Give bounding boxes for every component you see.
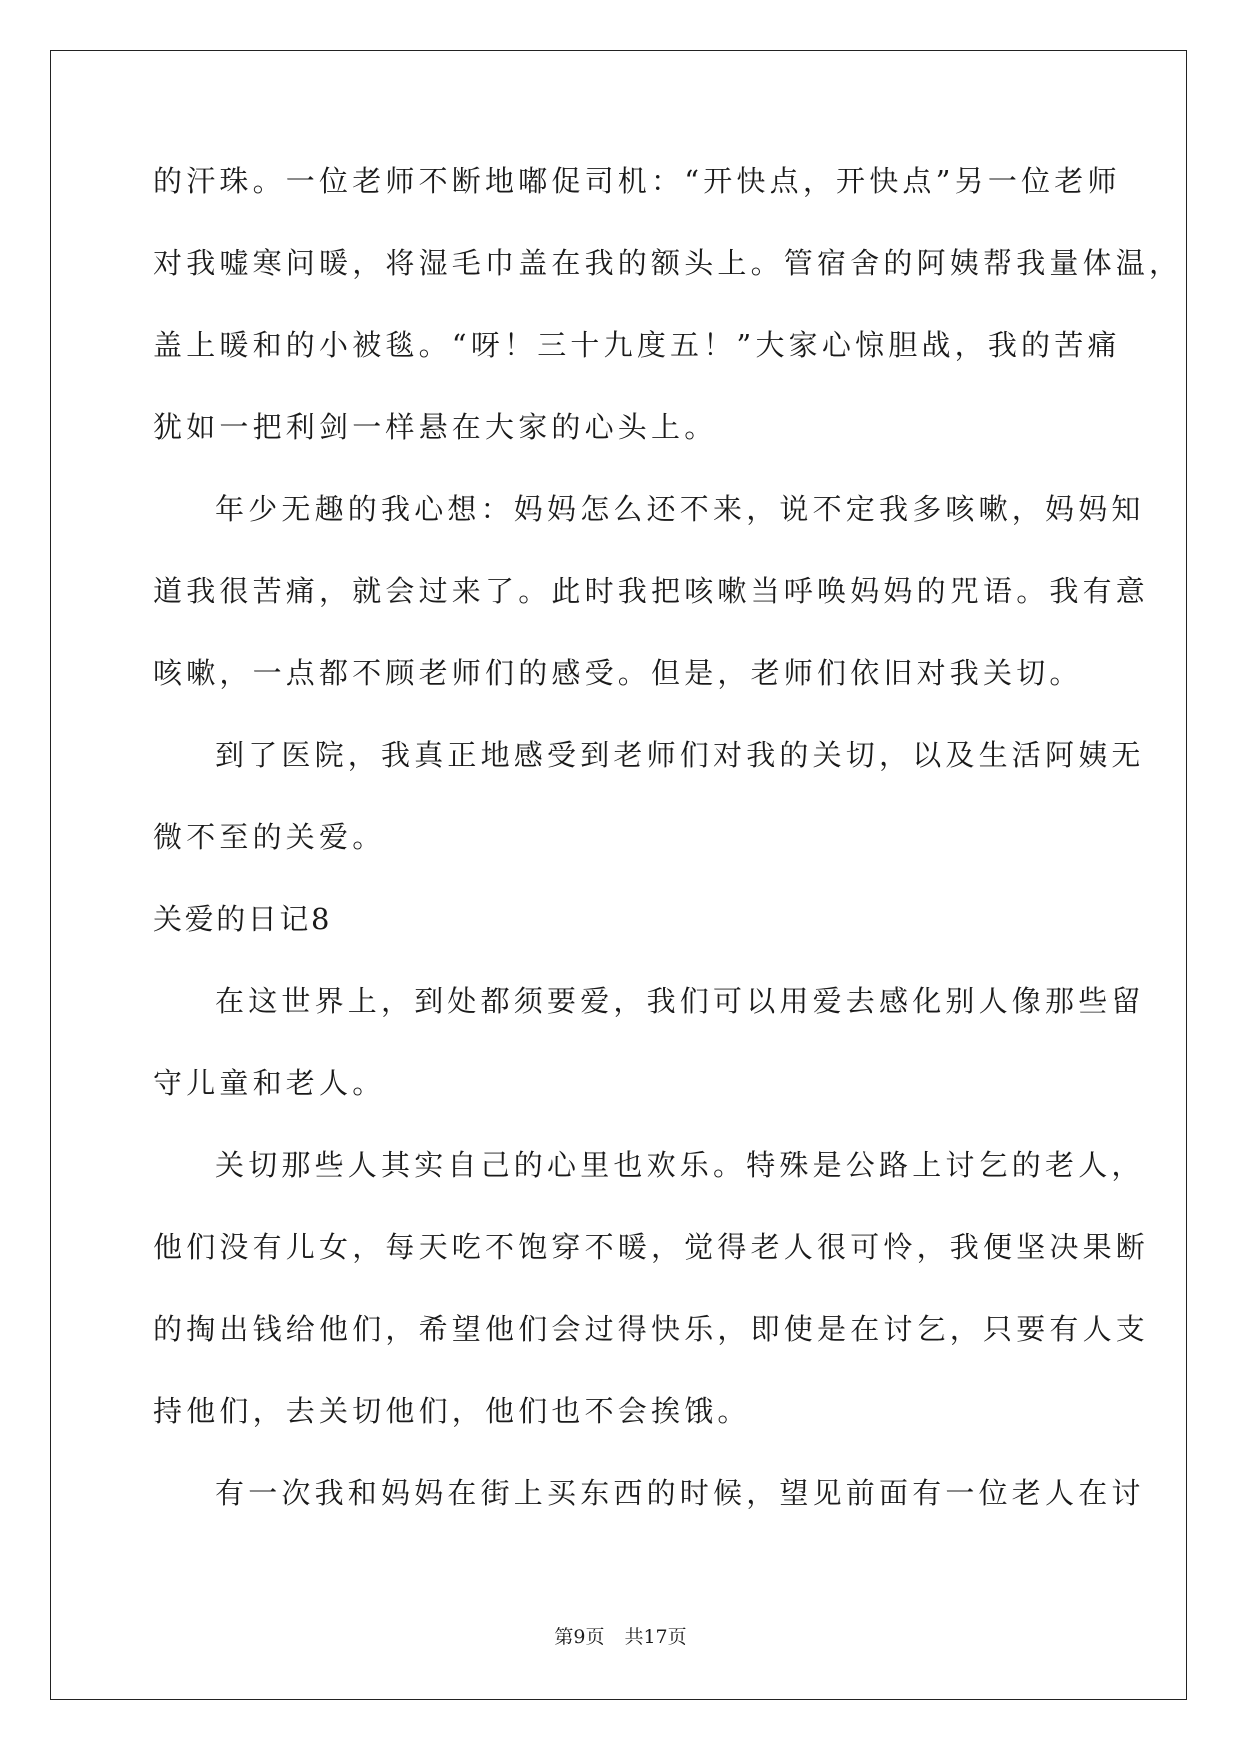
text-line: 微不至的关爱。 bbox=[153, 820, 386, 854]
paragraph-start-line: 年少无趣的我心想：妈妈怎么还不来，说不定我多咳嗽，妈妈知 bbox=[215, 492, 1145, 526]
text-line: 持他们，去关切他们，他们也不会挨饿。 bbox=[153, 1394, 751, 1428]
page-footer bbox=[0, 1625, 1241, 1649]
text-line: 道我很苦痛，就会过来了。此时我把咳嗽当呼唤妈妈的咒语。我有意 bbox=[153, 574, 1150, 608]
paragraph-start-line: 到了医院，我真正地感受到老师们对我的关切，以及生活阿姨无 bbox=[215, 738, 1145, 772]
text-line: 的汗珠。一位老师不断地嘟促司机：“开快点，开快点”另一位老师 bbox=[153, 164, 1121, 198]
paragraph-start-line: 在这世界上，到处都须要爱，我们可以用爱去感化别人像那些留 bbox=[215, 984, 1145, 1018]
text-line: 咳嗽，一点都不顾老师们的感受。但是，老师们依旧对我关切。 bbox=[153, 656, 1083, 690]
text-line: 盖上暖和的小被毯。“呀！三十九度五！”大家心惊胆战，我的苦痛 bbox=[153, 328, 1121, 362]
text-line: 他们没有儿女，每天吃不饱穿不暖，觉得老人很可怜，我便坚决果断 bbox=[153, 1230, 1150, 1264]
document-body bbox=[153, 163, 1183, 1557]
text-line: 对我嘘寒问暖，将湿毛巾盖在我的额头上。管宿舍的阿姨帮我量体温， bbox=[153, 246, 1183, 280]
paragraph-start-line: 关切那些人其实自己的心里也欢乐。特殊是公路上讨乞的老人， bbox=[215, 1148, 1145, 1182]
page-number: 第9页 bbox=[554, 1626, 605, 1648]
page-total: 共17页 bbox=[624, 1626, 687, 1648]
text-line: 守儿童和老人。 bbox=[153, 1066, 386, 1100]
section-heading: 关爱的日记8 bbox=[153, 902, 333, 936]
paragraph-start-line: 有一次我和妈妈在街上买东西的时候，望见前面有一位老人在讨 bbox=[215, 1476, 1145, 1510]
text-line: 犹如一把利剑一样悬在大家的心头上。 bbox=[153, 410, 718, 444]
text-line: 的掏出钱给他们，希望他们会过得快乐，即使是在讨乞，只要有人支 bbox=[153, 1312, 1150, 1346]
